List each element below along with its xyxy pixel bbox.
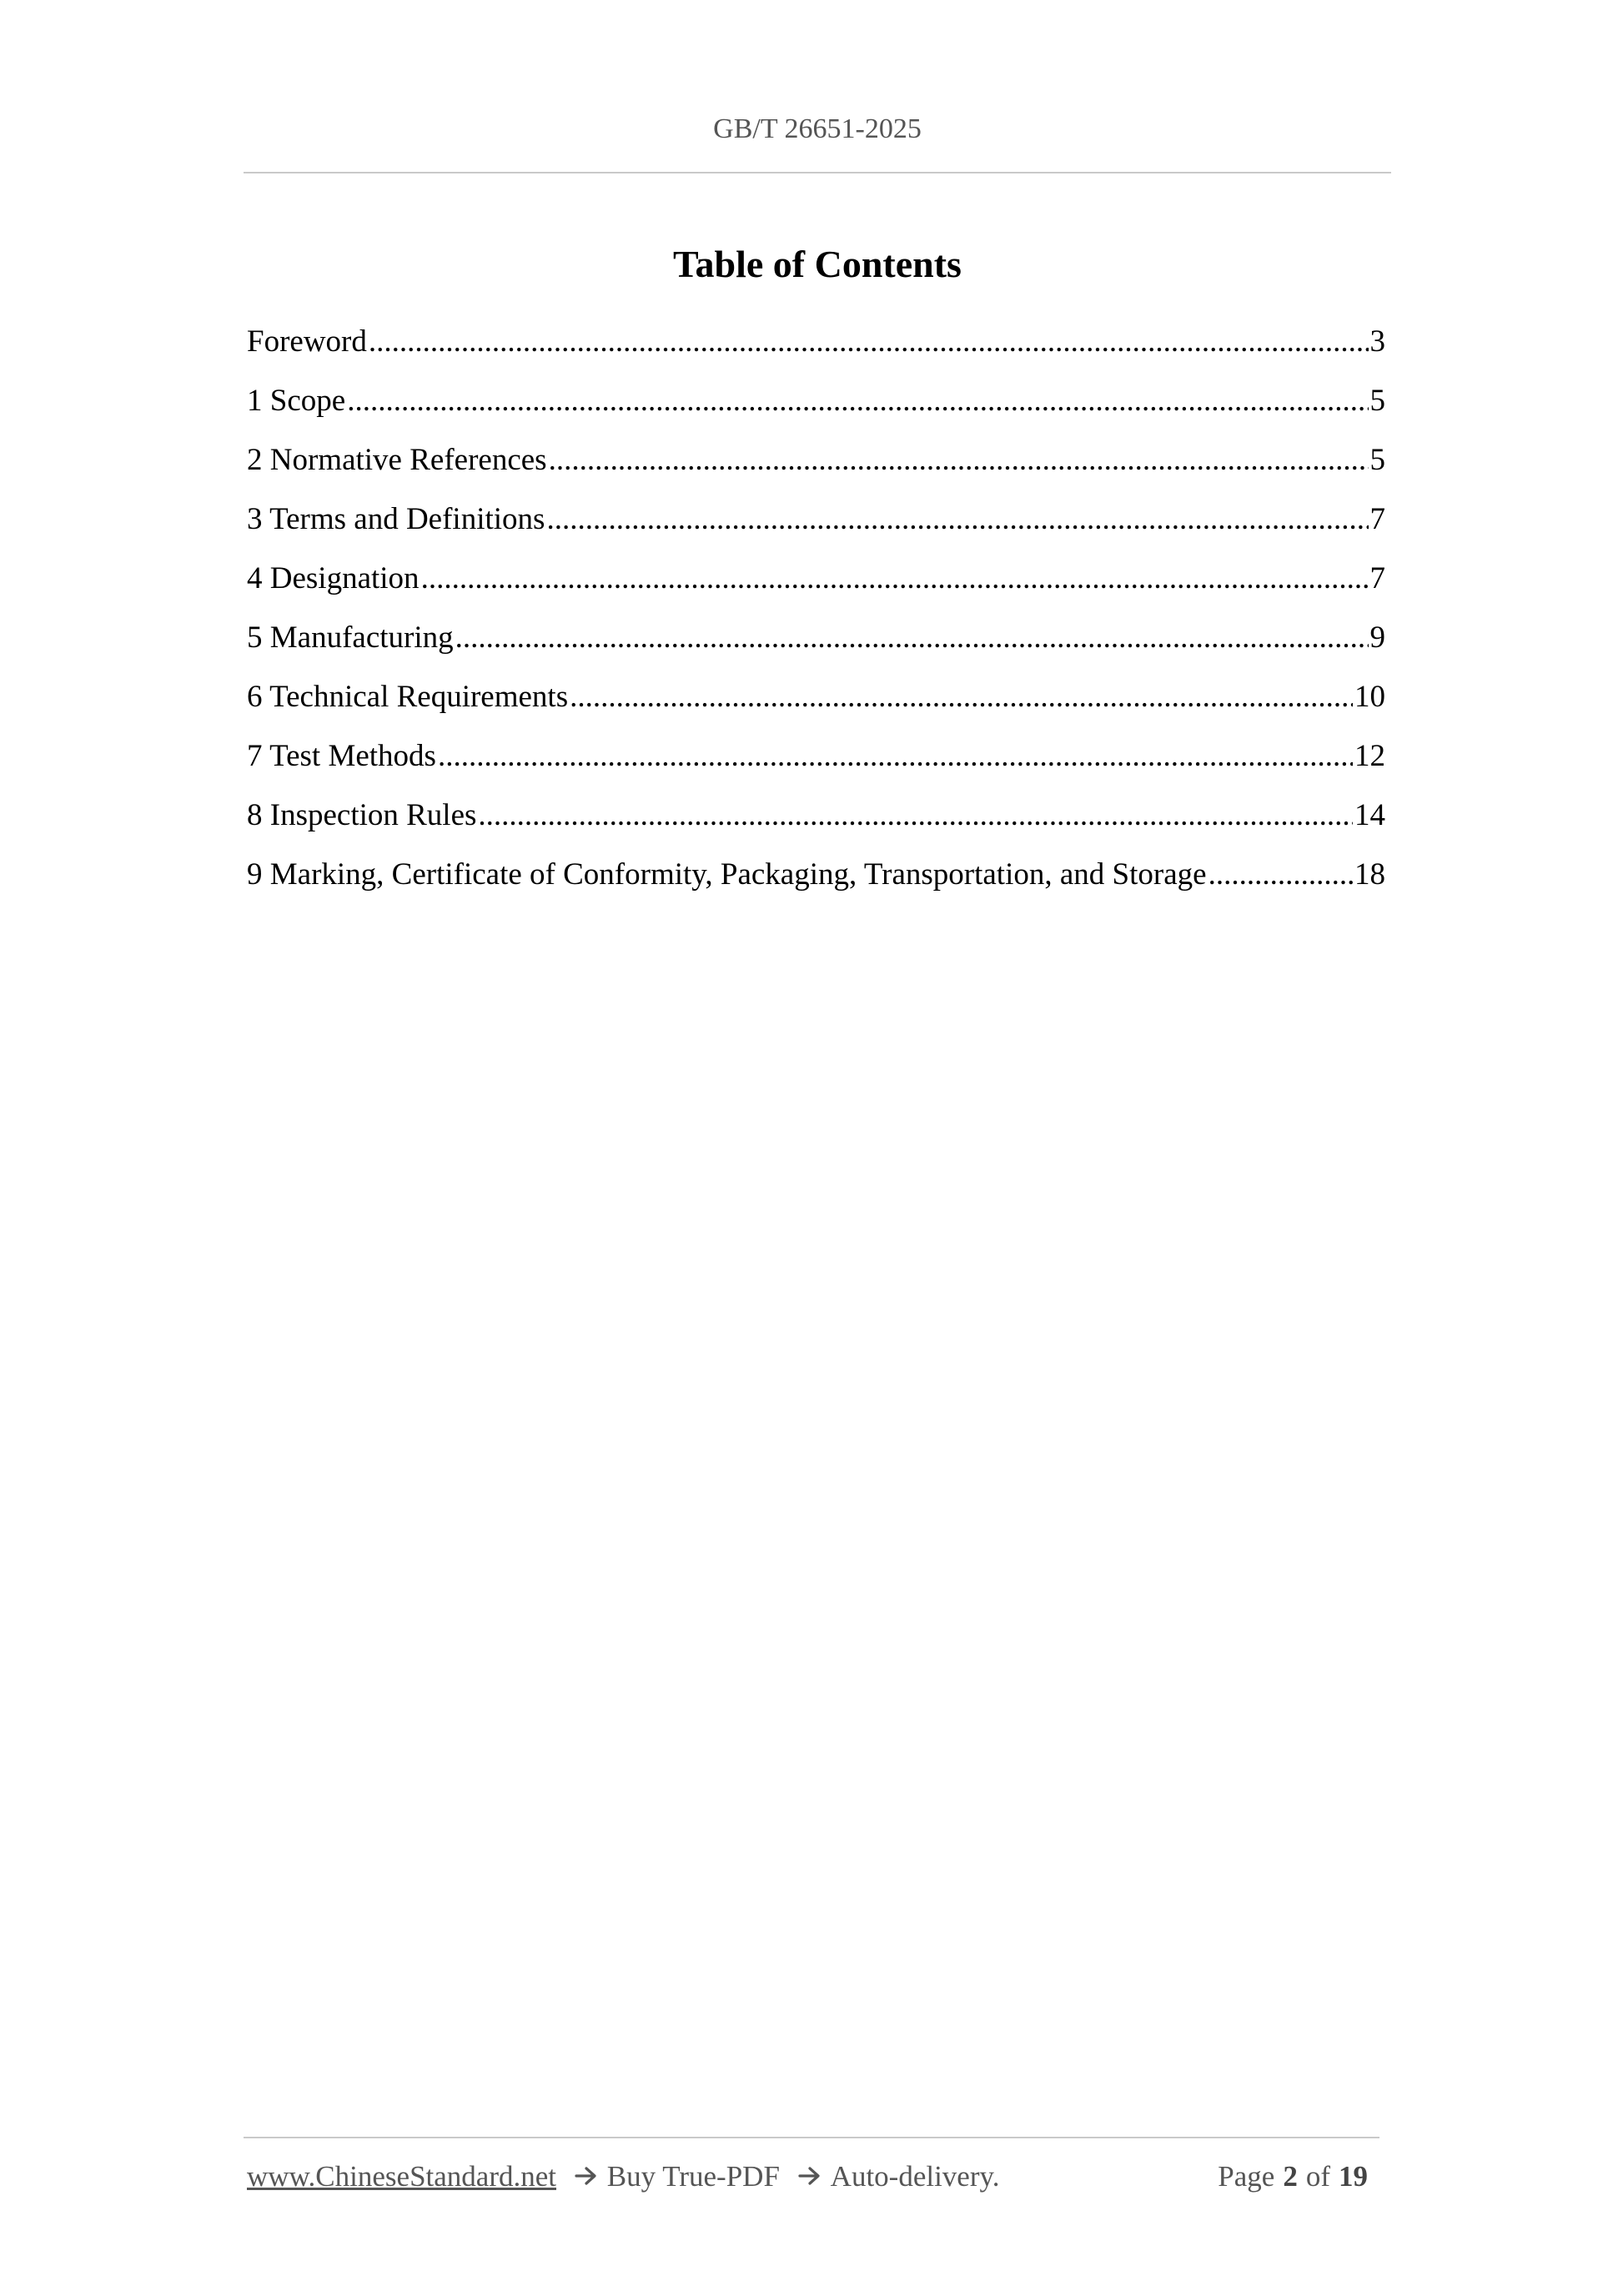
toc-entry-marking-packaging-storage[interactable] [247,857,1385,916]
page-header-document-code: GB/T 26651-2025 [713,113,922,144]
header-divider [244,172,1391,173]
toc-entry-label: 4 Designation [247,561,420,595]
toc-dot-leader [347,383,1368,419]
toc-dot-leader [570,679,1353,715]
toc-entry-page: 18 [1354,857,1385,892]
toc-entry-page: 12 [1354,739,1385,773]
toc-entry-normative-references[interactable] [247,442,1385,501]
toc-dot-leader [546,501,1368,537]
total-pages-number: 19 [1339,2160,1368,2193]
toc-entry-label: 3 Terms and Definitions [247,502,545,536]
toc-dot-leader [369,324,1369,359]
toc-entry-test-methods[interactable] [247,738,1385,797]
toc-dot-leader [438,738,1353,774]
toc-entry-label: 9 Marking, Certificate of Conformity, Packaging, Transportation, and Storage [247,857,1207,892]
toc-entry-page: 10 [1354,680,1385,714]
page-counter [1218,2160,1376,2193]
toc-entry-page: 9 [1369,620,1385,655]
toc-title: Table of Contents [673,243,962,285]
toc-entry-designation[interactable] [247,560,1385,620]
site-link[interactable]: www.ChineseStandard.net [247,2160,556,2193]
toc-entry-page: 5 [1369,384,1385,418]
toc-entry-label: 7 Test Methods [247,739,436,773]
of-word: of [1305,2160,1330,2193]
toc-entry-label: 1 Scope [247,384,346,418]
page-word: Page [1218,2160,1275,2193]
toc-entry-label: 8 Inspection Rules [247,798,477,832]
toc-entry-foreword[interactable] [247,324,1385,383]
toc-entry-manufacturing[interactable] [247,620,1385,679]
buy-true-pdf-text: Buy True-PDF [606,2160,780,2193]
toc-entry-label: 2 Normative References [247,443,547,477]
footer-divider [244,2137,1379,2138]
toc-entry-terms-and-definitions[interactable] [247,501,1385,560]
toc-dot-leader [478,797,1353,833]
toc-entry-scope[interactable] [247,383,1385,442]
toc-dot-leader [549,442,1369,478]
current-page-number: 2 [1283,2160,1298,2193]
toc-entry-page: 14 [1354,798,1385,832]
toc-entry-inspection-rules[interactable] [247,797,1385,857]
toc-entry-page: 5 [1369,443,1385,477]
right-arrow-icon [574,2163,599,2188]
toc-entry-page: 3 [1369,324,1385,359]
auto-delivery-text: Auto-delivery. [830,2160,1000,2193]
toc-list [247,324,1385,916]
right-arrow-icon [797,2163,822,2188]
toc-dot-leader [421,560,1369,596]
toc-dot-leader [1208,857,1353,892]
toc-entry-page: 7 [1369,561,1385,595]
toc-entry-label: 5 Manufacturing [247,620,454,655]
toc-dot-leader [455,620,1369,656]
toc-entry-label: 6 Technical Requirements [247,680,569,714]
footer-promo [247,2160,999,2193]
toc-entry-label: Foreword [247,324,367,359]
toc-entry-technical-requirements[interactable] [247,679,1385,738]
toc-entry-page: 7 [1369,502,1385,536]
